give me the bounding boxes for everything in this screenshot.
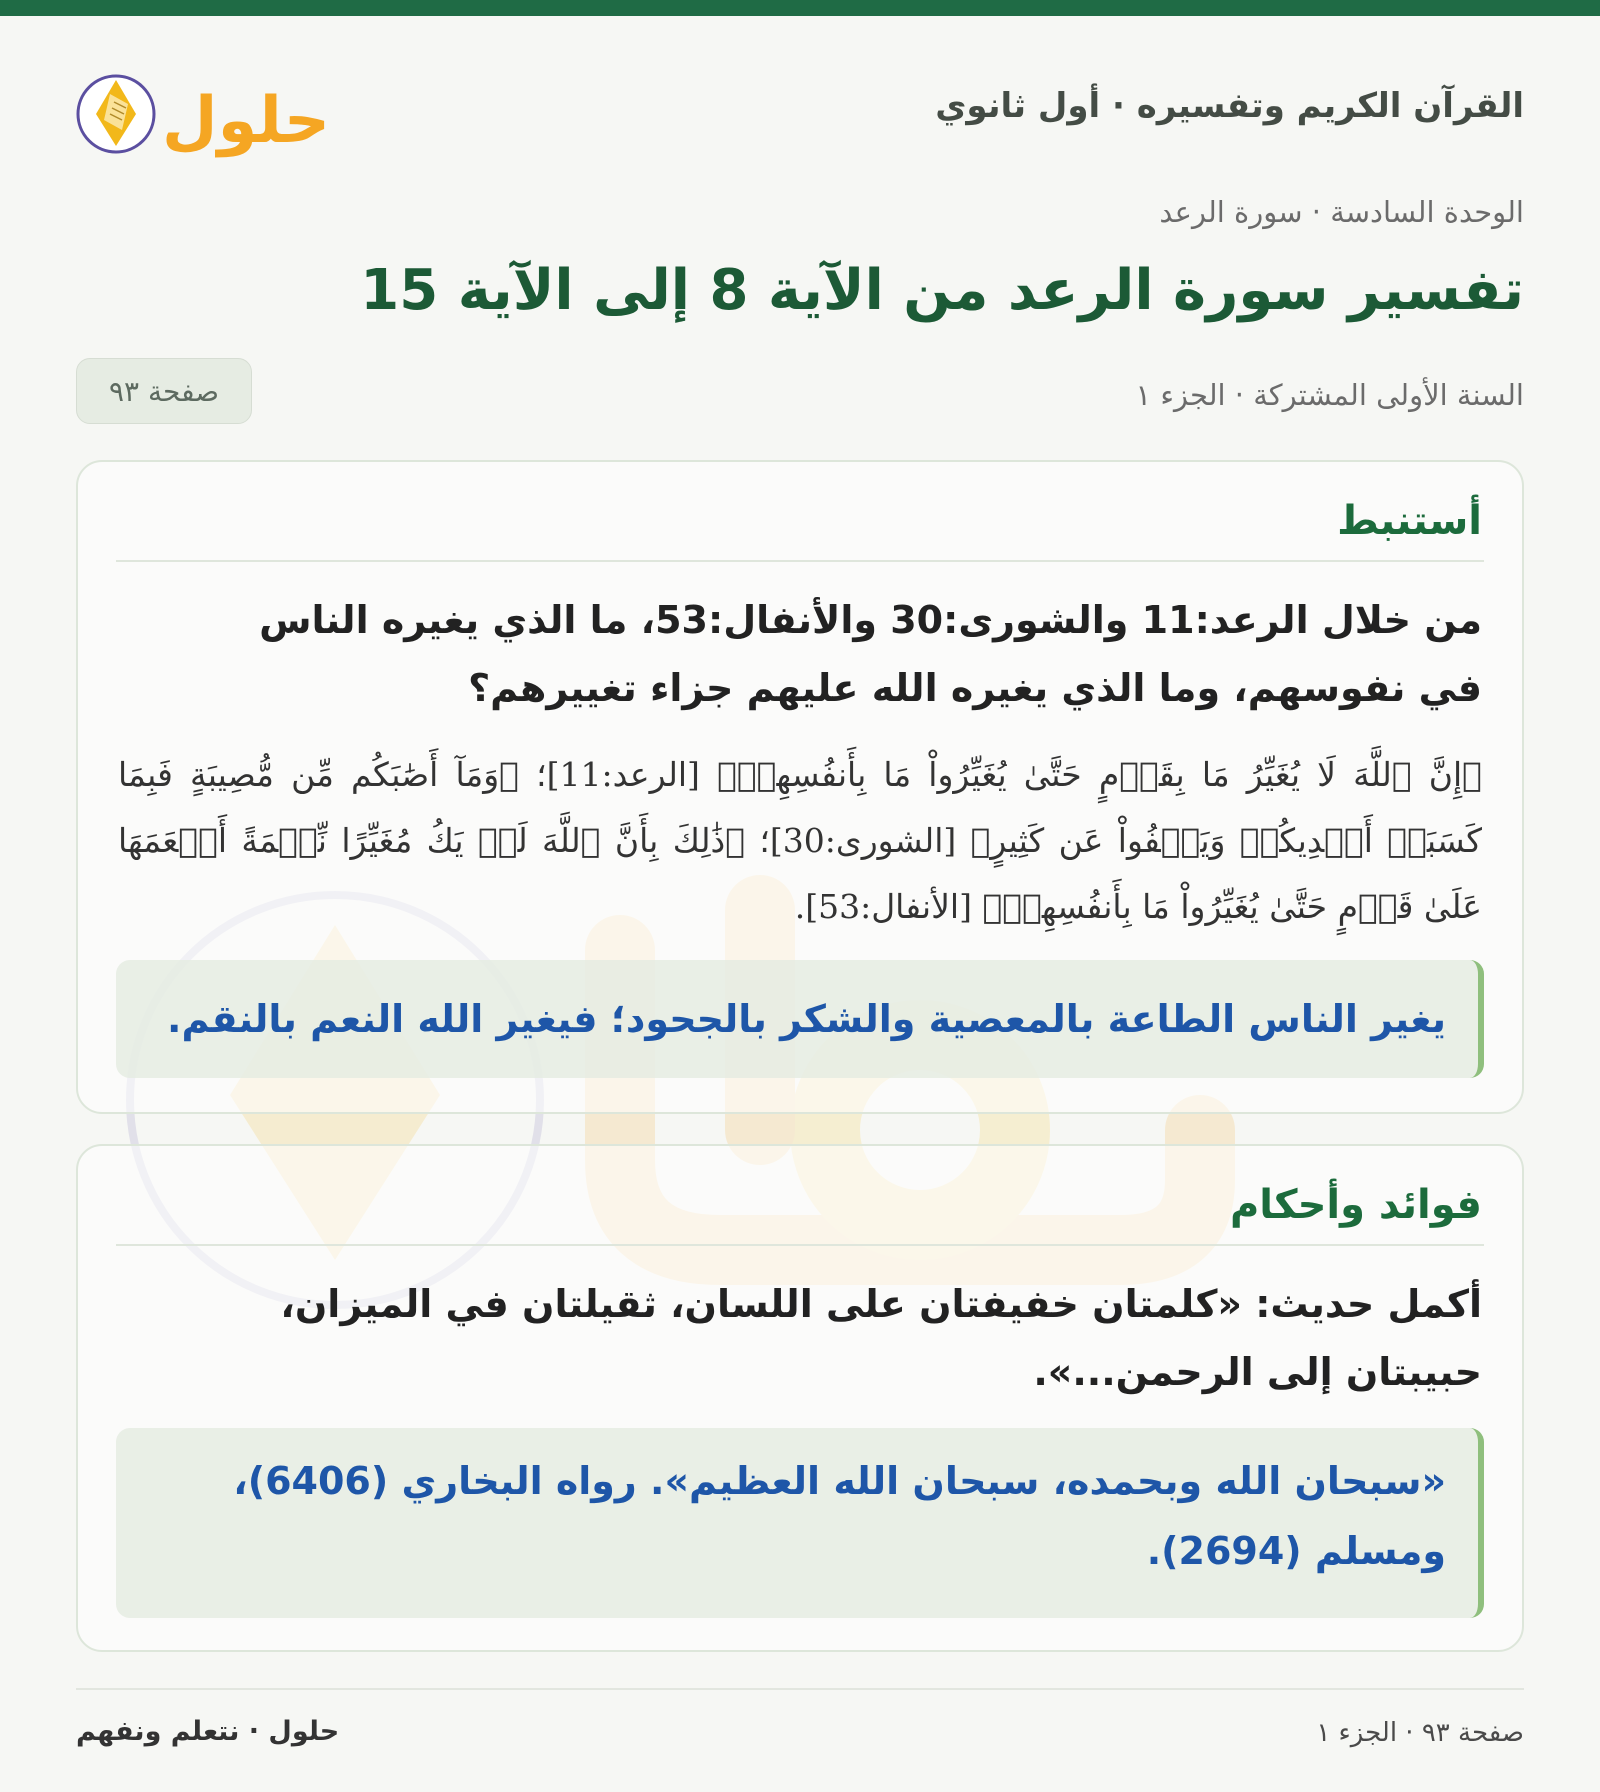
answer-text: يغير الناس الطاعة بالمعصية والشكر بالجحود؛ فيغير الله النعم بالنقم. (167, 997, 1446, 1041)
section-card-fawaid (76, 1144, 1524, 1652)
meta-line: السنة الأولى المشتركة · الجزء ١ (1135, 378, 1524, 412)
logo-text: حلول (162, 84, 330, 158)
section-title: فوائد وأحكام (1229, 1182, 1482, 1228)
section-card-istanbit (76, 460, 1524, 1114)
divider (116, 560, 1484, 562)
section-title: أستنبط (1337, 498, 1482, 544)
divider (116, 1244, 1484, 1246)
page-header (76, 50, 1524, 160)
logo-graphic (76, 50, 336, 160)
footer-brand: حلول · نتعلم ونفهم (76, 1716, 340, 1747)
subject-title: القرآن الكريم وتفسيره · أول ثانوي (935, 86, 1524, 126)
question-text: أكمل حديث: «كلمتان خفيفتان على اللسان، ثقيلتان في الميزان، حبيبتان إلى الرحمن...». (280, 1282, 1482, 1394)
page-title: تفسير سورة الرعد من الآية 8 إلى الآية 15 (360, 258, 1524, 323)
question-text: من خلال الرعد:11 والشورى:30 والأنفال:53، ما الذي يغيره الناس في نفوسهم، وما الذي يغيره الله عليهم جزاء تغييرهم؟ (259, 598, 1482, 710)
footer-page-info: صفحة ٩٣ · الجزء ١ (1316, 1718, 1524, 1748)
answer-text: «سبحان الله وبحمده، سبحان الله العظيم». رواه البخاري (6406)، ومسلم (2694). (233, 1459, 1446, 1573)
quran-verses: ﴿إِنَّ ٱللَّهَ لَا يُغَيِّرُ مَا بِقَوۡمٍ حَتَّىٰ يُغَيِّرُواْ مَا بِأَنفُسِهِمۡ﴾ [الرعد:11]؛ ﴿وَمَآ أَصَٰبَكُم مِّن مُّصِيبَةٍ فَبِمَا كَسَبَتۡ أَيۡدِيكُمۡ وَيَعۡفُواْ عَن كَثِيرٍ﴾ [الشورى:30]؛ ﴿ذَٰلِكَ بِأَنَّ ٱللَّهَ لَمۡ يَكُ مُغَيِّرًا نِّعۡمَةً أَنۡعَمَهَا عَلَىٰ قَوۡمٍ حَتَّىٰ يُغَيِّرُواْ مَا بِأَنفُسِهِمۡ﴾ [الأنفال:53]. (118, 755, 1482, 926)
answer-box (116, 1428, 1484, 1618)
site-logo[interactable] (76, 50, 336, 160)
top-accent-bar (0, 0, 1600, 16)
footer-divider (76, 1688, 1524, 1690)
answer-box (116, 960, 1484, 1078)
page-number-badge: صفحة ٩٣ (76, 358, 252, 424)
breadcrumb: الوحدة السادسة · سورة الرعد (1159, 195, 1524, 229)
